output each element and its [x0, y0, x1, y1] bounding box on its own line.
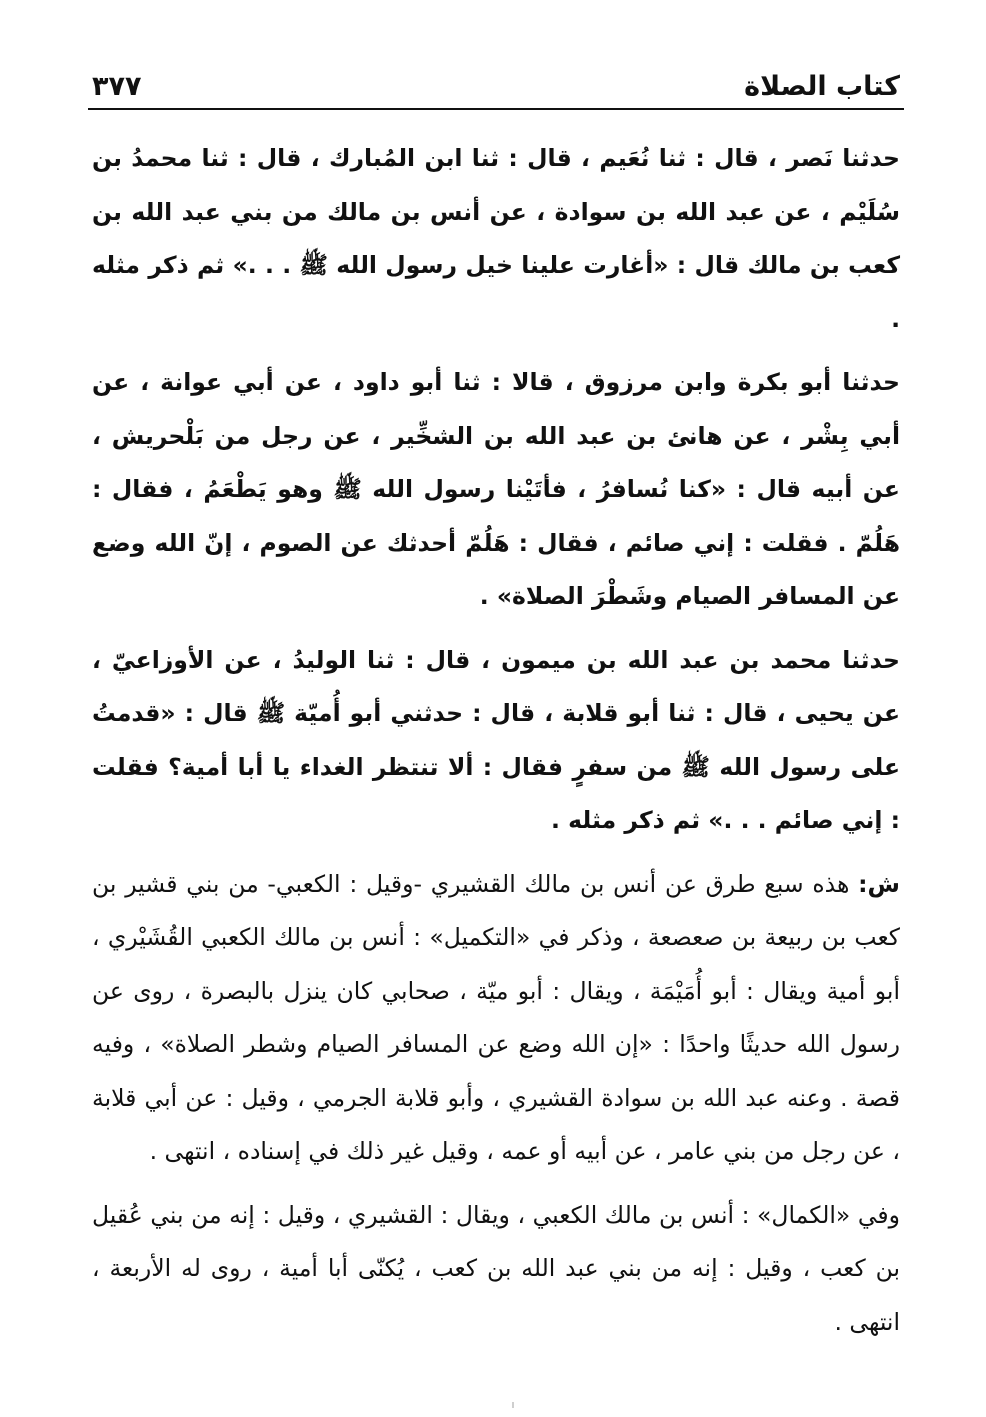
hadith-paragraph-2: حدثنا أبو بكرة وابن مرزوق ، قالا : ثنا أبو داود ، عن أبي عوانة ، عن أبي بِشْر ، عن هانئ بن عبد الله بن الشخِّير ، عن رجل من بَلْحريش ، عن أبيه قال : «كنا نُسافرُ ، فأتَيْنا رسول الله ﷺ وهو يَطْعَمُ ، فقال : هَلُمّ . فقلت : إني صائم ، فقال : هَلُمّ أحدثك عن الصوم ، إنّ الله وضع عن المسافر الصيام وشَطْرَ الصلاة» .: [92, 368, 900, 610]
document-page: [88, 56, 904, 1359]
commentary-lead: ش:: [858, 869, 900, 898]
commentary-text: هذه سبع طرق عن أنس بن مالك القشيري -وقيل : الكعبي- من بني قشير بن كعب بن ربيعة بن صعصعة ، وذكر في «التكميل» : أنس بن مالك الكعبي القُشَيْري ، أبو أمية ويقال : أبو أُمَيْمَة ، ويقال : أبو ميّة ، صحابي كان ينزل بالبصرة ، روى عن رسول الله حديثًا واحدًا : «إن الله وضع عن المسافر الصيام وشطر الصلاة» ، وفيه قصة . وعنه عبد الله بن سوادة القشيري ، وأبو قلابة الجرمي ، وقيل : عن أبي قلابة ، عن رجل من بني عامر ، عن أبيه أو عمه ، وقيل غير ذلك في إسناده ، انتهى .: [92, 869, 900, 1165]
final-paragraph: وفي «الكمال» : أنس بن مالك الكعبي ، ويقال : القشيري ، وقيل : إنه من بني عُقيل بن كعب ، وقيل : إنه من بني عبد الله بن كعب ، يُكنّى أبا أمية ، روى له الأربعة ، انتهى .: [92, 1200, 900, 1336]
page-number: ٣٧٧: [92, 71, 142, 102]
page-header: [88, 56, 904, 110]
chapter-title: كتاب الصلاة: [744, 71, 900, 102]
hadith-paragraph-1: حدثنا نَصر ، قال : ثنا نُعَيم ، قال : ثنا ابن المُبارك ، قال : ثنا محمدُ بن سُلَيْم ، عن عبد الله بن سوادة ، عن أنس بن مالك من بني عبد الله بن كعب بن مالك قال : «أغارت علينا خيل رسول الله ﷺ . . .» ثم ذكر مثله .: [92, 144, 900, 333]
scan-mark: [512, 1402, 514, 1408]
commentary-paragraph: [88, 858, 904, 1179]
hadith-paragraph-3: حدثنا محمد بن عبد الله بن ميمون ، قال : ثنا الوليدُ ، عن الأوزاعيّ ، عن يحيى ، قال : ثنا أبو قلابة ، قال : حدثني أبو أُميّة ﷺ قال : «قدمتُ على رسول الله ﷺ من سفرٍ فقال : ألا تنتظر الغداء يا أبا أمية؟ فقلت : إني صائم . . .» ثم ذكر مثله .: [92, 645, 900, 834]
page-content: [88, 132, 904, 1349]
